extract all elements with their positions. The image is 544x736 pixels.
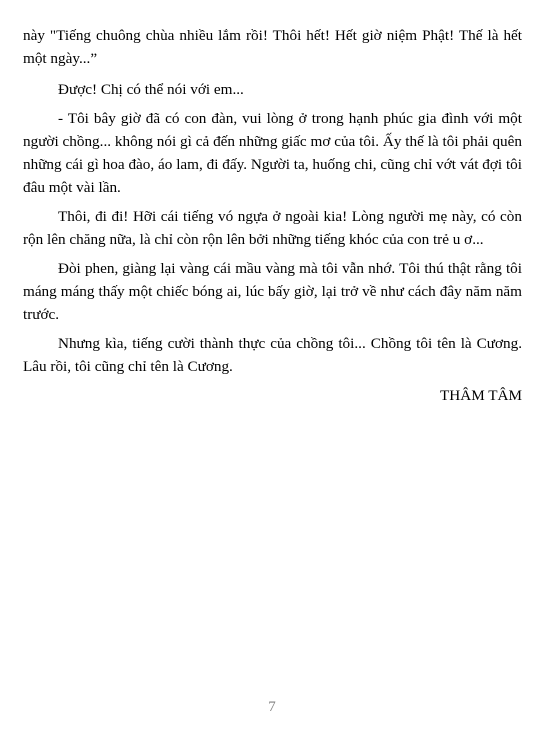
paragraph: Được! Chị có thể nói với em... bbox=[58, 81, 244, 98]
page-number: 7 bbox=[268, 699, 276, 715]
page-body bbox=[23, 24, 522, 407]
paragraph-continuation: này "Tiếng chuông chùa nhiều lắm rồi! Thôi hết! Hết giờ niệm Phật! Thế là hết một ngày...” bbox=[23, 27, 522, 67]
paragraph: Đòi phen, giàng lại vàng cái mầu vàng mà tôi vẫn nhớ. Tôi thú thật rằng tôi máng máng thấy một chiếc bóng ai, lúc bấy giờ, lại trở về như cách đây năm năm trước. bbox=[23, 260, 522, 323]
paragraph: Thôi, đi đi! Hỡi cái tiếng vó ngựa ở ngoài kia! Lòng người mẹ này, có còn rộn lên chăng nữa, là chỉ còn rộn lên bởi những tiếng khóc của con trẻ u ơ... bbox=[23, 208, 522, 248]
paragraph: - Tôi bây giờ đã có con đàn, vui lòng ở trong hạnh phúc gia đình với một người chồng... không nói gì cả đến những giấc mơ của tôi. Ấy thế là tôi phải quên những cái gì hoa đào, áo lam, đi đấy. Người ta, huống chi, cũng chỉ vớt vát đợi tôi đâu một vài lần. bbox=[23, 110, 522, 196]
author-signature: THÂM TÂM bbox=[440, 387, 522, 404]
paragraph: Nhưng kìa, tiếng cười thành thực của chồng tôi... Chồng tôi tên là Cương. Lâu rồi, tôi cũng chỉ tên là Cương. bbox=[23, 335, 522, 375]
